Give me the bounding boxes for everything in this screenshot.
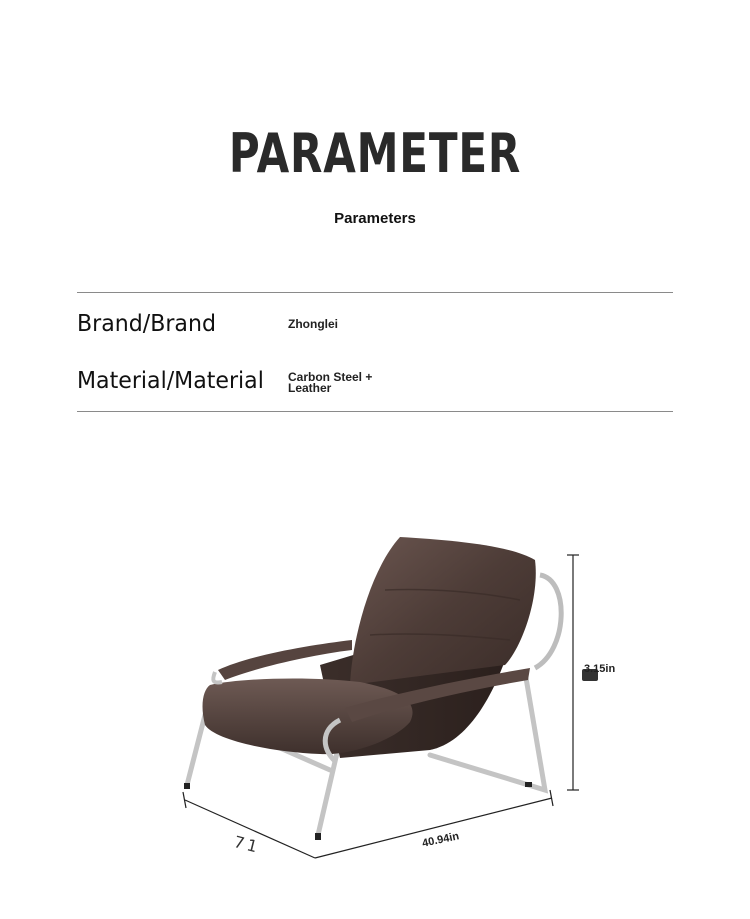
page-title: PARAMETER [228,122,522,185]
dimension-depth-label: 71 [232,832,263,857]
product-figure [0,440,750,914]
divider-bottom [77,411,673,412]
dimension-height-label: 3.15in [584,663,616,675]
frame-back-loop [535,575,561,668]
chair-backrest [350,537,536,685]
divider-top [77,292,673,293]
param-value-material: Carbon Steel + Leather [288,370,373,395]
page-subtitle: Parameters [334,210,416,227]
param-label-material: Material/Material [77,368,264,394]
param-value-brand: Zhonglei [288,317,338,331]
dimension-width-label: 40.94in [421,830,461,850]
param-label-brand: Brand/Brand [77,311,216,337]
chair-image [0,440,750,914]
